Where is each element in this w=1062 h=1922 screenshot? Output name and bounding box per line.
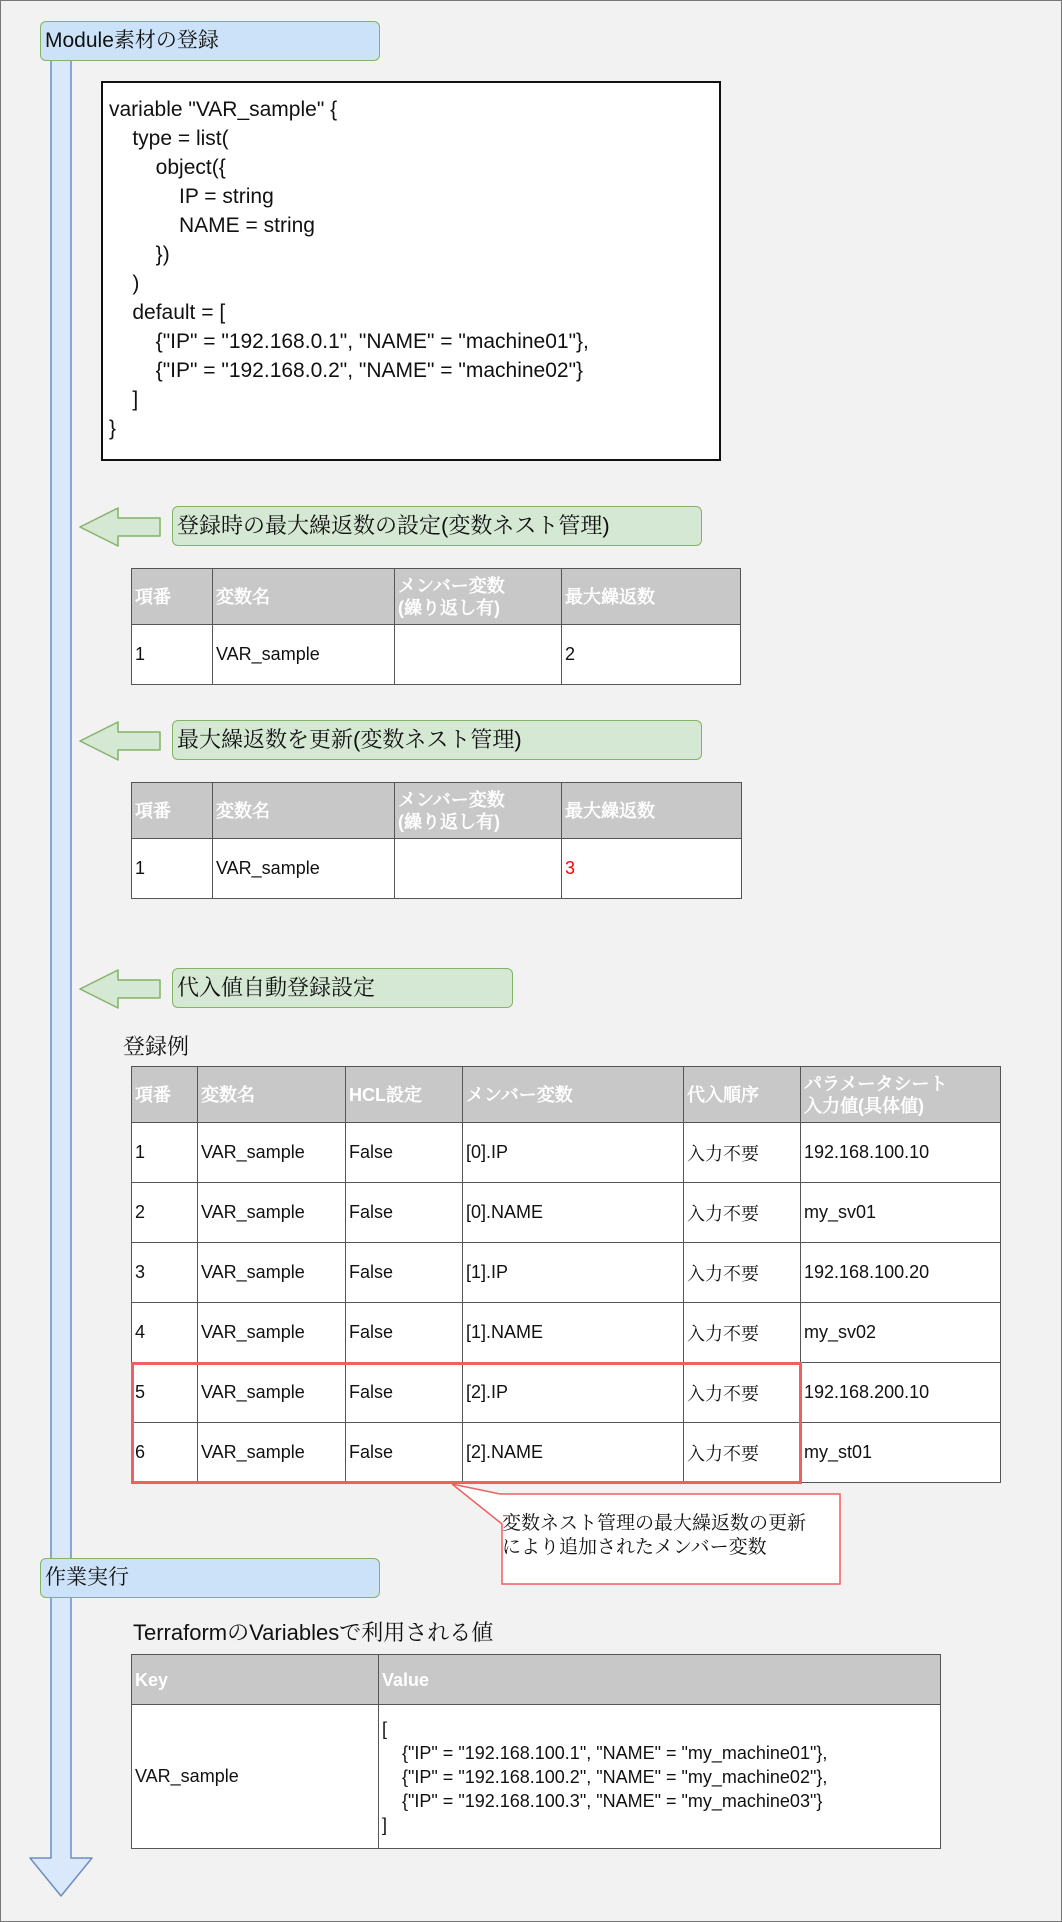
table-row <box>132 1303 1001 1363</box>
code-line: {"IP" = "192.168.0.2", "NAME" = "machine02"} <box>109 359 584 382</box>
cell: my_st01 <box>801 1423 1001 1483</box>
cell: False <box>346 1243 463 1303</box>
cell: False <box>346 1183 463 1243</box>
cell-max-repeat: 2 <box>562 625 741 685</box>
cell-member-variable <box>395 839 562 899</box>
header-cell: メンバー変数 <box>463 1067 684 1123</box>
header-cell: Key <box>132 1655 379 1705</box>
code-line: ] <box>109 388 139 411</box>
cell: [0].NAME <box>463 1183 684 1243</box>
cell: 2 <box>132 1183 198 1243</box>
cell: VAR_sample <box>198 1123 346 1183</box>
table-row <box>132 1183 1001 1243</box>
header-cell: メンバー変数 (繰り返し有) <box>395 783 562 839</box>
cell-variable-name: VAR_sample <box>213 625 395 685</box>
variables-table-caption: TerraformのVariablesで利用される値 <box>133 1620 494 1645</box>
cell: 5 <box>132 1363 198 1423</box>
code-line: variable "VAR_sample" { <box>109 98 338 121</box>
callout-auto-registration <box>172 968 513 1008</box>
note-text: 変数ネスト管理の最大繰返数の更新 により追加されたメンバー変数 <box>502 1513 807 1558</box>
cell: 192.168.100.10 <box>801 1123 1001 1183</box>
cell-value: [ {"IP" = "192.168.100.1", "NAME" = "my_machine01"}, {"IP" = "192.168.100.2", "NAME" = "my_machine02"}, {"IP" = "192.168.100.3", "NAME" = "my_machine03"} ] <box>379 1705 941 1849</box>
header-cell: 最大繰返数 <box>562 783 742 839</box>
header-cell: 変数名 <box>213 569 395 625</box>
cell: False <box>346 1423 463 1483</box>
callout-label: 代入値自動登録設定 <box>177 975 376 1000</box>
phase-module-registration-label: Module素材の登録 <box>45 29 219 52</box>
cell: VAR_sample <box>198 1303 346 1363</box>
cell-index: 1 <box>132 625 213 685</box>
callout-label: 最大繰返数を更新(変数ネスト管理) <box>177 727 522 752</box>
callout-max-repeat-update <box>172 720 702 760</box>
header-cell: 項番 <box>132 783 213 839</box>
terraform-code-box <box>101 81 721 461</box>
header-cell: 変数名 <box>213 783 395 839</box>
table-row <box>132 1243 1001 1303</box>
left-arrow-icon <box>78 506 164 548</box>
cell: 入力不要 <box>684 1423 801 1483</box>
registration-example-caption: 登録例 <box>123 1034 190 1059</box>
code-line: default = [ <box>109 301 226 324</box>
phase-execution-label: 作業実行 <box>45 1566 129 1589</box>
cell-index: 1 <box>132 839 213 899</box>
cell: 3 <box>132 1243 198 1303</box>
cell: False <box>346 1123 463 1183</box>
header-cell: 最大繰返数 <box>562 569 741 625</box>
header-cell: 項番 <box>132 1067 198 1123</box>
table-row <box>132 1705 941 1849</box>
callout-label: 登録時の最大繰返数の設定(変数ネスト管理) <box>177 513 610 538</box>
callout-max-repeat-setting <box>172 506 702 546</box>
table-row <box>132 625 741 685</box>
left-arrow-icon <box>78 720 164 762</box>
cell: 4 <box>132 1303 198 1363</box>
header-cell: 変数名 <box>198 1067 346 1123</box>
header-cell: パラメータシート 入力値(具体値) <box>801 1067 1001 1123</box>
cell-key: VAR_sample <box>132 1705 379 1849</box>
header-cell: メンバー変数 (繰り返し有) <box>395 569 562 625</box>
table-row <box>132 839 742 899</box>
cell: VAR_sample <box>198 1423 346 1483</box>
code-line: object({ <box>109 156 226 179</box>
nest-table-initial <box>131 568 741 685</box>
cell: False <box>346 1363 463 1423</box>
phase-execution <box>40 1558 380 1598</box>
added-rows-highlight <box>131 1362 802 1484</box>
header-cell: 項番 <box>132 569 213 625</box>
code-line: {"IP" = "192.168.0.1", "NAME" = "machine01"}, <box>109 330 589 353</box>
phase-module-registration <box>40 21 380 61</box>
header-cell: 代入順序 <box>684 1067 801 1123</box>
cell: my_sv01 <box>801 1183 1001 1243</box>
code-line: NAME = string <box>109 214 315 237</box>
cell-variable-name: VAR_sample <box>213 839 395 899</box>
cell: 入力不要 <box>684 1363 801 1423</box>
cell-member-variable <box>395 625 562 685</box>
cell: [1].IP <box>463 1243 684 1303</box>
cell: 入力不要 <box>684 1303 801 1363</box>
cell-max-repeat-updated: 3 <box>562 839 742 899</box>
cell: 入力不要 <box>684 1183 801 1243</box>
cell: 192.168.200.10 <box>801 1363 1001 1423</box>
cell: VAR_sample <box>198 1243 346 1303</box>
variables-table <box>131 1654 941 1849</box>
cell: [2].IP <box>463 1363 684 1423</box>
code-line: } <box>109 417 117 440</box>
cell: VAR_sample <box>198 1183 346 1243</box>
code-line: IP = string <box>109 185 274 208</box>
cell: 6 <box>132 1423 198 1483</box>
nest-table-updated <box>131 782 742 899</box>
code-line: }) <box>109 243 170 266</box>
cell: [0].IP <box>463 1123 684 1183</box>
cell: VAR_sample <box>198 1363 346 1423</box>
cell: 192.168.100.20 <box>801 1243 1001 1303</box>
header-cell: Value <box>379 1655 941 1705</box>
cell: [2].NAME <box>463 1423 684 1483</box>
code-line: ) <box>109 272 140 295</box>
cell: 入力不要 <box>684 1123 801 1183</box>
table-row <box>132 1123 1001 1183</box>
cell: my_sv02 <box>801 1303 1001 1363</box>
cell: False <box>346 1303 463 1363</box>
cell: 1 <box>132 1123 198 1183</box>
cell: [1].NAME <box>463 1303 684 1363</box>
cell: 入力不要 <box>684 1243 801 1303</box>
header-cell: HCL設定 <box>346 1067 463 1123</box>
left-arrow-icon <box>78 968 164 1010</box>
code-line: type = list( <box>109 127 229 150</box>
